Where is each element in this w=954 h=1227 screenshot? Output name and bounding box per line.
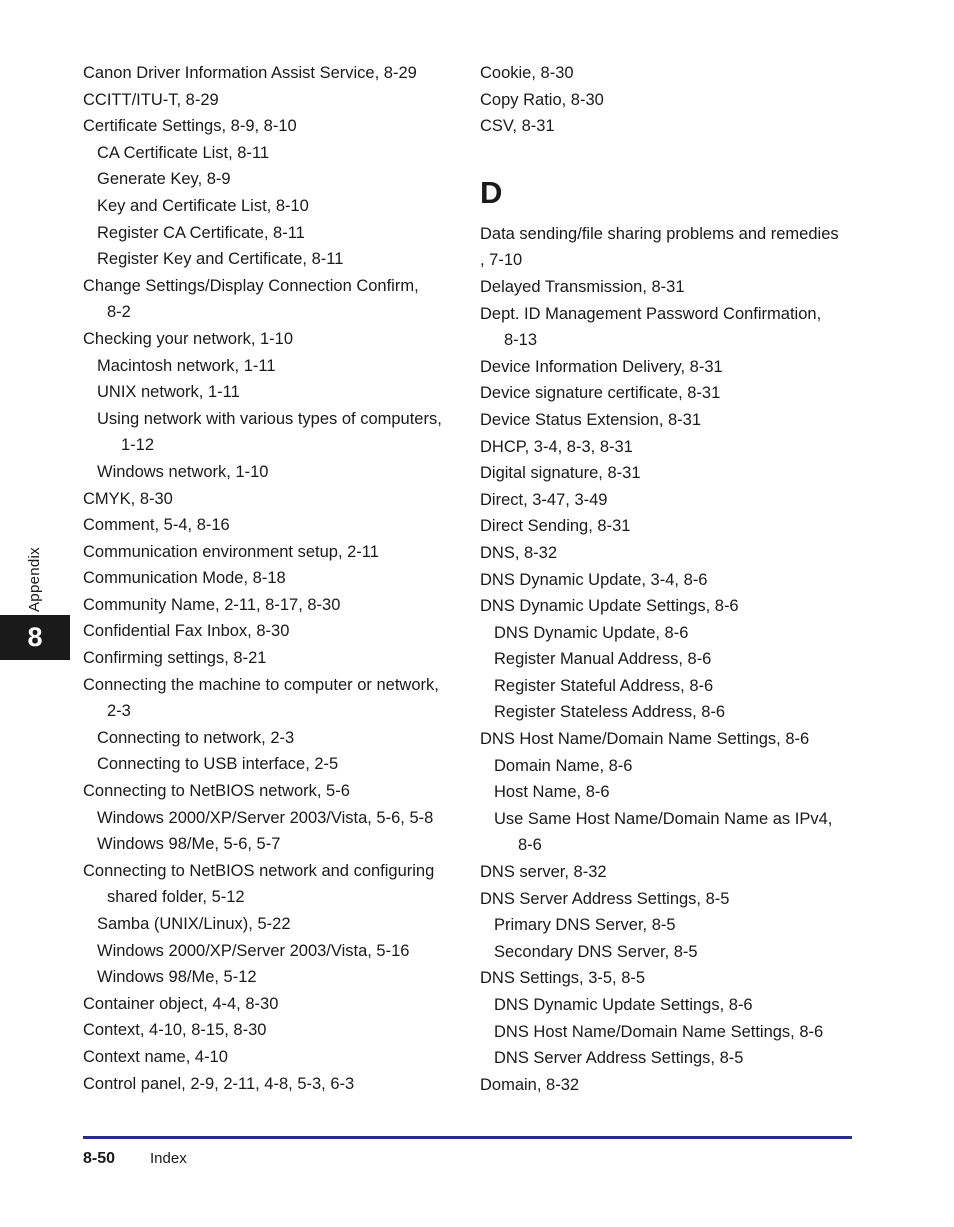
- index-entry: [83, 60, 463, 87]
- index-entry: [83, 645, 463, 672]
- chapter-number: 8: [27, 622, 43, 652]
- index-entry-text: Samba (UNIX/Linux), 5-22: [97, 915, 291, 933]
- index-subentry: [83, 805, 463, 832]
- index-group-c-continued: [480, 60, 860, 140]
- side-tab-label: Appendix: [26, 547, 43, 612]
- index-entry: [480, 407, 860, 434]
- index-subentry: [83, 140, 463, 167]
- index-entry: [480, 380, 860, 407]
- index-entry: [480, 301, 860, 354]
- index-entry: [83, 113, 463, 140]
- index-entry-text: DNS Server Address Settings, 8-5: [480, 889, 730, 908]
- index-entry-text: Communication Mode, 8-18: [83, 569, 286, 588]
- index-entry-text: Register Key and Certificate, 8-11: [97, 250, 344, 269]
- index-entry-text: Context name, 4-10: [83, 1047, 228, 1066]
- index-entry: [480, 274, 860, 301]
- index-entry: [83, 991, 463, 1018]
- index-entry-text: Windows 2000/XP/Server 2003/Vista, 5-16: [97, 941, 410, 960]
- index-subentry: [83, 751, 463, 778]
- index-entry-text: DNS Dynamic Update Settings, 8-6: [480, 597, 739, 616]
- index-subentry: [83, 166, 463, 193]
- index-entry-text: Windows 98/Me, 5-12: [97, 968, 257, 987]
- index-entry-continuation: 8-2: [107, 303, 131, 322]
- index-entry-continuation: 1-12: [121, 436, 155, 455]
- index-entry-text: Connecting to NetBIOS network, 5-6: [83, 782, 350, 801]
- index-group-d: [480, 221, 860, 1099]
- index-entry-text: Register Stateful Address, 8-6: [494, 676, 714, 695]
- index-entry: [83, 1071, 463, 1098]
- index-entry-text: Device Status Extension, 8-31: [480, 410, 702, 429]
- index-entry-continuation: 2-3: [107, 702, 131, 721]
- index-entry-text: Confidential Fax Inbox, 8-30: [83, 622, 290, 641]
- index-entry: [480, 593, 860, 620]
- index-subentry: [83, 725, 463, 752]
- index-entry-text: Register Stateless Address, 8-6: [494, 703, 726, 722]
- index-entry-text: DNS Dynamic Update, 3-4, 8-6: [480, 570, 708, 589]
- index-entry: [480, 567, 860, 594]
- index-entry-text: DNS server, 8-32: [480, 863, 607, 882]
- index-entry-text: Primary DNS Server, 8-5: [494, 916, 676, 935]
- index-entry-text: Cookie, 8-30: [480, 64, 574, 82]
- index-entry-text: Connecting to USB interface, 2-5: [97, 755, 339, 774]
- index-entry-text: DNS, 8-32: [480, 543, 558, 562]
- index-entry-text: CA Certificate List, 8-11: [97, 143, 270, 162]
- index-entry-text: DNS Host Name/Domain Name Settings, 8-6: [494, 1022, 824, 1041]
- index-entry-text: Direct Sending, 8-31: [480, 517, 631, 536]
- footer-title: Index: [150, 1150, 187, 1167]
- index-subentry: [480, 673, 860, 700]
- index-subentry: [480, 1045, 860, 1072]
- index-subentry: [83, 911, 463, 938]
- index-entry: [480, 460, 860, 487]
- index-entry: [480, 513, 860, 540]
- index-entry-text: Use Same Host Name/Domain Name as IPv4,: [494, 809, 833, 828]
- index-subentry: [83, 938, 463, 965]
- index-entry: [480, 87, 860, 114]
- index-entry-text: DHCP, 3-4, 8-3, 8-31: [480, 437, 633, 456]
- index-subentry: [480, 699, 860, 726]
- index-entry-text: Checking your network, 1-10: [83, 329, 294, 348]
- index-entry-continuation: 8-6: [518, 836, 542, 855]
- index-entry-text: Windows 98/Me, 5-6, 5-7: [97, 835, 281, 854]
- index-entry-text: Confirming settings, 8-21: [83, 649, 267, 668]
- index-entry-text: Secondary DNS Server, 8-5: [494, 942, 698, 961]
- index-entry: [83, 486, 463, 513]
- index-subentry: [480, 753, 860, 780]
- index-entry-text: Certificate Settings, 8-9, 8-10: [83, 117, 297, 136]
- index-subentry: [480, 992, 860, 1019]
- index-entry-text: Register Manual Address, 8-6: [494, 650, 712, 669]
- index-entry: [480, 487, 860, 514]
- index-entry-text: Register CA Certificate, 8-11: [97, 223, 305, 242]
- index-entry: [480, 886, 860, 913]
- index-entry: [480, 540, 860, 567]
- index-entry-text: Windows 2000/XP/Server 2003/Vista, 5-6, 5-8: [97, 808, 434, 827]
- index-entry: [83, 87, 463, 114]
- page-number: 8-50: [83, 1150, 116, 1167]
- index-subentry: [83, 220, 463, 247]
- index-entry-text: CSV, 8-31: [480, 117, 555, 136]
- index-entry-text: Direct, 3-47, 3-49: [480, 490, 608, 509]
- index-entry-text: Device Information Delivery, 8-31: [480, 357, 723, 376]
- index-entry-text: Key and Certificate List, 8-10: [97, 196, 309, 215]
- index-entry-text: CMYK, 8-30: [83, 489, 173, 508]
- index-entry: [480, 60, 860, 87]
- index-entry-continuation: 8-13: [504, 331, 538, 350]
- index-entry-continuation: shared folder, 5-12: [107, 888, 245, 907]
- index-entry-text: Change Settings/Display Connection Confirm,: [83, 276, 419, 295]
- index-entry: [480, 1072, 860, 1099]
- index-entry-text: Canon Driver Information Assist Service, 8-29: [83, 64, 417, 82]
- index-entry-text: DNS Host Name/Domain Name Settings, 8-6: [480, 730, 810, 749]
- section-letter-d: D: [480, 174, 503, 210]
- index-entry-text: Windows network, 1-10: [97, 462, 269, 481]
- index-entry: [480, 113, 860, 140]
- index-subentry: [83, 193, 463, 220]
- index-entry: [83, 326, 463, 353]
- index-entry-text: DNS Server Address Settings, 8-5: [494, 1049, 744, 1068]
- index-entry-text: Comment, 5-4, 8-16: [83, 516, 230, 535]
- index-entry: [83, 512, 463, 539]
- index-entry-text: Macintosh network, 1-11: [97, 356, 276, 375]
- index-entry: [83, 539, 463, 566]
- index-entry: [480, 221, 860, 274]
- index-entry: [480, 354, 860, 381]
- index-entry-text: Domain, 8-32: [480, 1075, 580, 1094]
- index-subentry: [480, 939, 860, 966]
- index-entry: [83, 1017, 463, 1044]
- index-subentry: [83, 964, 463, 991]
- index-subentry: [480, 620, 860, 647]
- index-entry: [480, 434, 860, 461]
- index-entry-text: Host Name, 8-6: [494, 783, 610, 802]
- index-entry-text: Context, 4-10, 8-15, 8-30: [83, 1021, 267, 1040]
- index-subentry: [83, 406, 463, 459]
- index-entry: [83, 618, 463, 645]
- index-entry-text: DNS Dynamic Update, 8-6: [494, 623, 689, 642]
- index-subentry: [480, 1019, 860, 1046]
- index-entry: [83, 1044, 463, 1071]
- index-entry: [480, 965, 860, 992]
- index-entry-text: Connecting to network, 2-3: [97, 728, 295, 747]
- index-entry-text: Connecting the machine to computer or network,: [83, 675, 439, 694]
- index-subentry: [83, 246, 463, 273]
- index-subentry: [83, 353, 463, 380]
- index-entry-text: CCITT/ITU-T, 8-29: [83, 90, 219, 109]
- index-subentry: [480, 646, 860, 673]
- index-entry: [83, 592, 463, 619]
- index-entry-text: Using network with various types of computers,: [97, 409, 442, 428]
- index-entry-text: Copy Ratio, 8-30: [480, 90, 604, 109]
- index-entry: [83, 273, 463, 326]
- index-entry-text: Domain Name, 8-6: [494, 756, 633, 775]
- index-entry-text: Dept. ID Management Password Confirmation,: [480, 304, 822, 323]
- index-entry: [83, 672, 463, 725]
- index-subentry: [83, 831, 463, 858]
- index-entry-continuation: , 7-10: [480, 251, 523, 270]
- index-entry-text: Data sending/file sharing problems and remedies: [480, 224, 839, 243]
- index-entry: [480, 859, 860, 886]
- index-entry-text: Connecting to NetBIOS network and configuring: [83, 861, 435, 880]
- index-entry-text: DNS Settings, 3-5, 8-5: [480, 969, 646, 988]
- index-entry-text: Delayed Transmission, 8-31: [480, 277, 685, 296]
- index-entry-text: Container object, 4-4, 8-30: [83, 994, 279, 1013]
- chapter-tab: [0, 615, 70, 660]
- index-entry-text: DNS Dynamic Update Settings, 8-6: [494, 996, 753, 1014]
- index-subentry: [480, 806, 860, 859]
- index-entry-text: Generate Key, 8-9: [97, 170, 231, 189]
- index-subentry: [480, 912, 860, 939]
- footer-rule: [83, 1136, 852, 1139]
- index-entry-text: Community Name, 2-11, 8-17, 8-30: [83, 595, 341, 614]
- index-entry-text: Control panel, 2-9, 2-11, 4-8, 5-3, 6-3: [83, 1074, 355, 1093]
- index-subentry: [83, 379, 463, 406]
- index-entry-text: Digital signature, 8-31: [480, 464, 641, 483]
- index-entry: [83, 858, 463, 911]
- index-entry-text: Device signature certificate, 8-31: [480, 384, 721, 403]
- index-entry: [480, 726, 860, 753]
- index-entry-text: Communication environment setup, 2-11: [83, 542, 379, 561]
- index-column-left: [83, 60, 463, 1097]
- index-subentry: [480, 779, 860, 806]
- index-entry-text: UNIX network, 1-11: [97, 383, 240, 402]
- index-subentry: [83, 459, 463, 486]
- index-entry: [83, 778, 463, 805]
- index-entry: [83, 565, 463, 592]
- index-column-right: [480, 60, 860, 1098]
